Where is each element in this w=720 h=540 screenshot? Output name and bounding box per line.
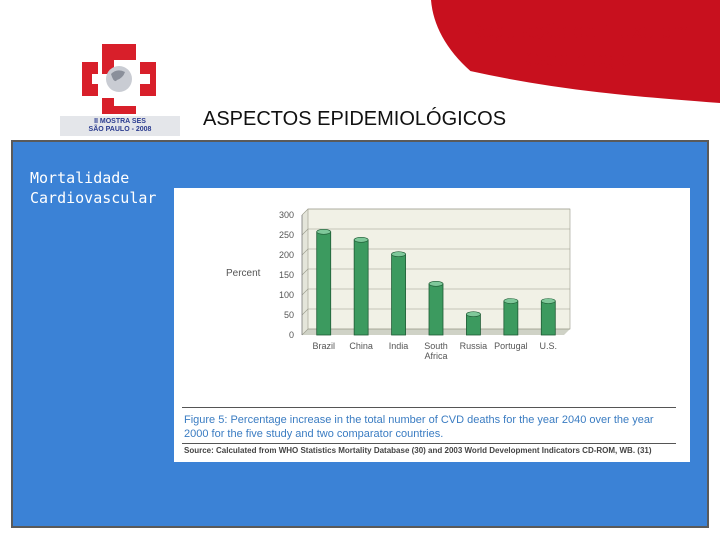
section-subtitle: ASPECTOS EPIDEMIOLÓGICOS (203, 108, 507, 130)
page-title-line1: Regulação de Fluxo em (467, 20, 689, 43)
logo-caption-line2: SÃO PAULO - 2008 (88, 126, 152, 133)
x-tick-label: Brazil (312, 341, 335, 351)
side-label-line1: Mortalidade (30, 169, 130, 187)
y-tick-label: 200 (278, 250, 294, 260)
figure-caption: Figure 5: Percentage increase in the total number of CVD deaths for the year 2040 over the year 2000 for the five study and two comparator countries. (184, 414, 654, 440)
bar-top (466, 312, 480, 317)
bar (392, 254, 406, 335)
logo-caption (60, 116, 180, 136)
side-label-line2: Cardiovascular (30, 189, 157, 207)
x-tick-label: South (424, 341, 448, 351)
side-label (30, 168, 156, 208)
figure-source: Source: Calculated from WHO Statistics Mortality Database (30) and 2003 World Development Indicators CD-ROM, WB. (31) (184, 446, 652, 455)
y-tick-label: 50 (283, 310, 294, 320)
bar (317, 232, 331, 335)
caption-divider-top (182, 407, 676, 408)
figure-card (174, 188, 690, 462)
x-tick-label: Africa (424, 351, 448, 361)
y-axis-label: Percent (226, 268, 261, 279)
y-tick-label: 100 (278, 290, 294, 300)
cross-logo-icon (58, 38, 180, 116)
caption-divider-bottom (182, 443, 676, 444)
x-tick-label: U.S. (539, 341, 558, 351)
bar (504, 301, 518, 335)
y-tick-label: 0 (288, 330, 294, 340)
x-tick-label: Portugal (494, 341, 528, 351)
bar-top (429, 281, 443, 286)
bar-top (541, 299, 555, 304)
y-tick-label: 250 (278, 230, 294, 240)
x-tick-label: India (388, 341, 409, 351)
y-tick-label: 150 (278, 270, 294, 280)
bar (541, 301, 555, 335)
bar-top (392, 252, 406, 257)
x-tick-label: China (349, 341, 373, 351)
bar-top (504, 299, 518, 304)
bar (429, 284, 443, 335)
bar (466, 314, 480, 335)
bar (354, 240, 368, 335)
page-title (440, 18, 716, 74)
y-tick-label: 300 (278, 210, 294, 220)
x-tick-label: Russia (459, 341, 488, 351)
bar-top (354, 237, 368, 242)
logo-caption-line1: II MOSTRA SES (94, 118, 146, 125)
page-title-line2: Cardiologia (524, 48, 632, 71)
bar-top (317, 229, 331, 234)
